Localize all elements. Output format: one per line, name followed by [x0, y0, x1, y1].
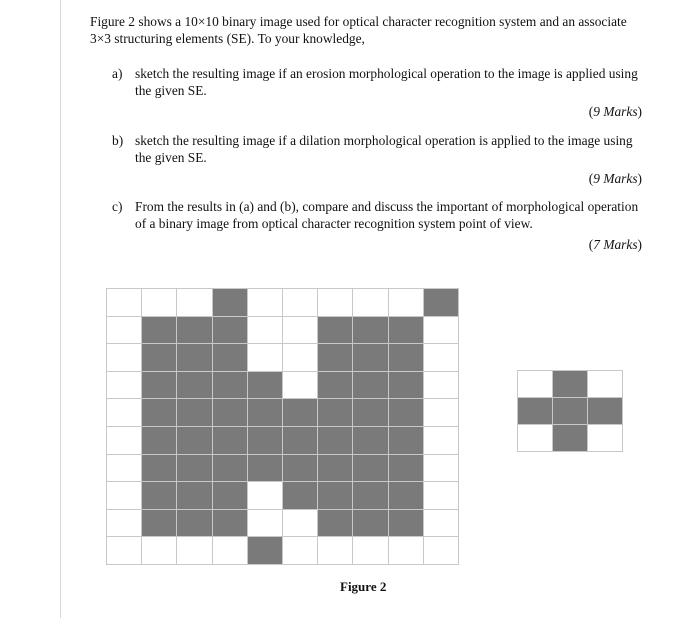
image-cell-r9-c8: [389, 537, 423, 564]
image-cell-r6-c3: [213, 455, 247, 482]
part-c-letter: c): [112, 199, 123, 214]
image-cell-r3-c1: [142, 372, 176, 399]
image-cell-r2-c5: [283, 344, 317, 371]
image-cell-r3-c9: [424, 372, 458, 399]
image-cell-r6-c9: [424, 455, 458, 482]
image-cell-r3-c4: [248, 372, 282, 399]
image-cell-r5-c8: [389, 427, 423, 454]
image-cell-r9-c3: [213, 537, 247, 564]
image-cell-r4-c4: [248, 399, 282, 426]
image-cell-r5-c3: [213, 427, 247, 454]
question-part-a: [112, 65, 642, 120]
image-cell-r8-c0: [107, 510, 141, 537]
part-a-marks: (9 Marks): [588, 104, 642, 119]
part-c-line-1: From the results in (a) and (b), compare and discuss the important of morphological operation: [135, 199, 639, 214]
part-a-letter: a): [112, 66, 123, 81]
image-cell-r0-c2: [177, 289, 211, 316]
image-cell-r6-c5: [283, 455, 317, 482]
question-part-b: [112, 132, 642, 187]
part-b-marks-word: Marks: [603, 171, 638, 186]
image-cell-r9-c5: [283, 537, 317, 564]
image-cell-r6-c0: [107, 455, 141, 482]
image-cell-r5-c9: [424, 427, 458, 454]
image-cell-r7-c8: [389, 482, 423, 509]
intro-line-2: 3×3 structuring elements (SE). To your knowledge,: [90, 31, 365, 46]
se-cell-r1-c1: [553, 398, 587, 424]
part-a-line-1: sketch the resulting image if an erosion morphological operation to the image is applied using: [135, 66, 638, 81]
image-cell-r0-c8: [389, 289, 423, 316]
image-cell-r4-c6: [318, 399, 352, 426]
image-cell-r4-c9: [424, 399, 458, 426]
se-cell-r2-c2: [588, 425, 622, 451]
image-cell-r6-c8: [389, 455, 423, 482]
se-cell-r0-c0: [518, 371, 552, 397]
image-cell-r2-c8: [389, 344, 423, 371]
image-cell-r6-c6: [318, 455, 352, 482]
image-cell-r2-c4: [248, 344, 282, 371]
image-cell-r2-c7: [353, 344, 387, 371]
image-cell-r1-c4: [248, 317, 282, 344]
image-cell-r8-c8: [389, 510, 423, 537]
image-cell-r8-c1: [142, 510, 176, 537]
image-cell-r3-c7: [353, 372, 387, 399]
image-cell-r2-c0: [107, 344, 141, 371]
image-cell-r6-c7: [353, 455, 387, 482]
image-cell-r9-c7: [353, 537, 387, 564]
image-cell-r8-c2: [177, 510, 211, 537]
image-cell-r1-c3: [213, 317, 247, 344]
se-cell-r0-c2: [588, 371, 622, 397]
image-cell-r4-c3: [213, 399, 247, 426]
image-cell-r8-c6: [318, 510, 352, 537]
image-cell-r2-c9: [424, 344, 458, 371]
se-cell-r1-c2: [588, 398, 622, 424]
image-cell-r1-c0: [107, 317, 141, 344]
part-a-marks-word: Marks: [603, 104, 638, 119]
image-cell-r4-c0: [107, 399, 141, 426]
image-cell-r8-c5: [283, 510, 317, 537]
se-cell-r0-c1: [553, 371, 587, 397]
part-b-line-1: sketch the resulting image if a dilation morphological operation is applied to the image using: [135, 133, 633, 148]
image-cell-r0-c5: [283, 289, 317, 316]
image-cell-r7-c2: [177, 482, 211, 509]
image-cell-r1-c7: [353, 317, 387, 344]
image-cell-r6-c4: [248, 455, 282, 482]
image-cell-r1-c1: [142, 317, 176, 344]
binary-image-grid: [106, 288, 459, 565]
image-cell-r4-c2: [177, 399, 211, 426]
part-c-line-2: of a binary image from optical character recognition system point of view.: [135, 216, 533, 231]
image-cell-r0-c4: [248, 289, 282, 316]
image-cell-r5-c4: [248, 427, 282, 454]
image-cell-r5-c7: [353, 427, 387, 454]
part-a-marks-number: 9: [593, 104, 600, 119]
question-intro: [90, 13, 650, 47]
se-cell-r1-c0: [518, 398, 552, 424]
image-cell-r0-c6: [318, 289, 352, 316]
image-cell-r7-c1: [142, 482, 176, 509]
part-b-letter: b): [112, 133, 124, 148]
image-cell-r7-c0: [107, 482, 141, 509]
image-cell-r2-c3: [213, 344, 247, 371]
image-cell-r9-c0: [107, 537, 141, 564]
image-cell-r0-c9: [424, 289, 458, 316]
image-cell-r9-c2: [177, 537, 211, 564]
image-cell-r0-c7: [353, 289, 387, 316]
part-b-line-2: the given SE.: [135, 150, 207, 165]
page-margin-line: [60, 0, 61, 618]
image-cell-r2-c2: [177, 344, 211, 371]
image-cell-r4-c7: [353, 399, 387, 426]
image-cell-r3-c8: [389, 372, 423, 399]
image-cell-r5-c1: [142, 427, 176, 454]
image-cell-r1-c2: [177, 317, 211, 344]
image-cell-r1-c8: [389, 317, 423, 344]
question-part-c: [112, 198, 642, 253]
image-cell-r7-c3: [213, 482, 247, 509]
image-cell-r3-c5: [283, 372, 317, 399]
figure-caption: Figure 2: [340, 579, 387, 594]
image-cell-r2-c6: [318, 344, 352, 371]
part-c-marks-number: 7: [593, 237, 600, 252]
image-cell-r0-c1: [142, 289, 176, 316]
part-b-marks: (9 Marks): [588, 171, 642, 186]
image-cell-r2-c1: [142, 344, 176, 371]
image-cell-r3-c0: [107, 372, 141, 399]
se-cell-r2-c1: [553, 425, 587, 451]
image-cell-r1-c6: [318, 317, 352, 344]
image-cell-r0-c0: [107, 289, 141, 316]
image-cell-r7-c7: [353, 482, 387, 509]
image-cell-r0-c3: [213, 289, 247, 316]
image-cell-r9-c4: [248, 537, 282, 564]
image-cell-r5-c6: [318, 427, 352, 454]
part-c-marks: (7 Marks): [588, 237, 642, 252]
image-cell-r7-c4: [248, 482, 282, 509]
image-cell-r8-c4: [248, 510, 282, 537]
image-cell-r7-c9: [424, 482, 458, 509]
image-cell-r9-c1: [142, 537, 176, 564]
image-cell-r5-c5: [283, 427, 317, 454]
image-cell-r4-c1: [142, 399, 176, 426]
image-cell-r8-c7: [353, 510, 387, 537]
image-cell-r7-c6: [318, 482, 352, 509]
part-b-marks-number: 9: [593, 171, 600, 186]
image-cell-r9-c9: [424, 537, 458, 564]
image-cell-r3-c2: [177, 372, 211, 399]
image-cell-r6-c2: [177, 455, 211, 482]
image-cell-r9-c6: [318, 537, 352, 564]
se-cell-r2-c0: [518, 425, 552, 451]
image-cell-r5-c0: [107, 427, 141, 454]
structuring-element-grid: [517, 370, 623, 452]
image-cell-r6-c1: [142, 455, 176, 482]
part-c-marks-word: Marks: [603, 237, 638, 252]
image-cell-r8-c3: [213, 510, 247, 537]
image-cell-r8-c9: [424, 510, 458, 537]
part-a-line-2: the given SE.: [135, 83, 207, 98]
image-cell-r7-c5: [283, 482, 317, 509]
image-cell-r4-c5: [283, 399, 317, 426]
intro-line-1: Figure 2 shows a 10×10 binary image used for optical character recognition system and an associate: [90, 14, 627, 29]
image-cell-r4-c8: [389, 399, 423, 426]
image-cell-r1-c9: [424, 317, 458, 344]
image-cell-r3-c3: [213, 372, 247, 399]
image-cell-r3-c6: [318, 372, 352, 399]
image-cell-r5-c2: [177, 427, 211, 454]
image-cell-r1-c5: [283, 317, 317, 344]
